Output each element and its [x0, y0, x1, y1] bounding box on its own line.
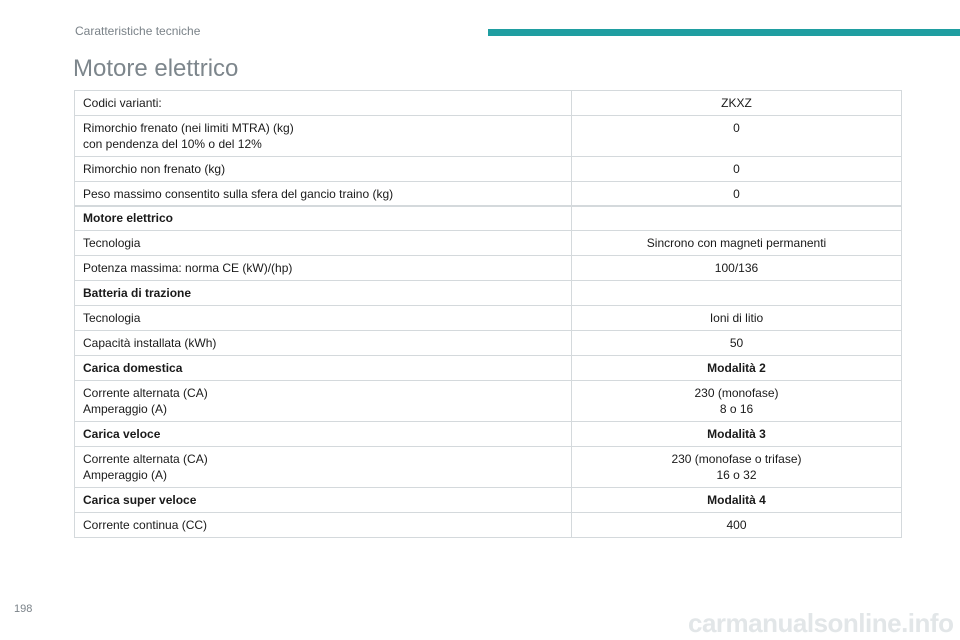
- table-cell-label: [75, 306, 572, 331]
- cell-line: 50: [729, 336, 744, 350]
- table-cell-label: [75, 256, 572, 281]
- header-accent-bar: [488, 29, 960, 36]
- table-row: [75, 182, 902, 207]
- table-row: [75, 91, 902, 116]
- table-section-row: [75, 488, 902, 513]
- table-cell-value: [572, 488, 902, 513]
- table-cell-value: [572, 356, 902, 381]
- cell-line: con pendenza del 10% o del 12%: [83, 137, 262, 151]
- watermark: carmanualsonline.info: [688, 608, 954, 638]
- cell-line: Codici varianti:: [83, 96, 162, 110]
- cell-line: 100/136: [714, 261, 759, 275]
- cell-line: Potenza massima: norma CE (kW)/(hp): [83, 261, 293, 275]
- trailer-specs-table: [74, 90, 902, 207]
- cell-line: Rimorchio frenato (nei limiti MTRA) (kg): [83, 121, 294, 135]
- table-cell-value: [572, 91, 902, 116]
- table-section-row: [75, 422, 902, 447]
- table-cell-label: [75, 116, 572, 157]
- page-title: Motore elettrico: [73, 55, 239, 82]
- cell-line: 16 o 32: [716, 468, 757, 482]
- table-cell-value: [572, 422, 902, 447]
- cell-line: Carica veloce: [83, 427, 161, 441]
- cell-line: Rimorchio non frenato (kg): [83, 162, 226, 176]
- table-cell-value: [572, 157, 902, 182]
- table-cell-value: [572, 513, 902, 538]
- cell-line: Corrente alternata (CA): [83, 452, 208, 466]
- table-section-row: [75, 356, 902, 381]
- table-row: [75, 306, 902, 331]
- table-row: [75, 231, 902, 256]
- section-header: Caratteristiche tecniche: [75, 24, 201, 38]
- cell-line: 0: [733, 162, 740, 176]
- table-cell-value: [572, 231, 902, 256]
- cell-line: Modalità 4: [707, 493, 766, 507]
- table-cell-label: [75, 182, 572, 207]
- cell-line: Carica super veloce: [83, 493, 197, 507]
- cell-line: 230 (monofase o trifase): [671, 452, 802, 466]
- cell-line: Capacità installata (kWh): [83, 336, 217, 350]
- cell-line: Motore elettrico: [83, 211, 174, 225]
- table-cell-label: [75, 157, 572, 182]
- table-row: [75, 513, 902, 538]
- cell-line: Tecnologia: [83, 236, 141, 250]
- cell-line: Corrente alternata (CA): [83, 386, 208, 400]
- cell-line: Tecnologia: [83, 311, 141, 325]
- table-cell-value: [572, 281, 902, 306]
- table-cell-label: [75, 422, 572, 447]
- table-section-row: [75, 281, 902, 306]
- cell-line: Sincrono con magneti permanenti: [646, 236, 827, 250]
- cell-line: 8 o 16: [719, 402, 754, 416]
- cell-line: ZKXZ: [721, 96, 752, 110]
- cell-line: Amperaggio (A): [83, 402, 168, 416]
- table-cell-label: [75, 356, 572, 381]
- table-row: [75, 116, 902, 157]
- table-cell-label: [75, 447, 572, 488]
- cell-line: Peso massimo consentito sulla sfera del gancio traino (kg): [83, 187, 394, 201]
- cell-line: Batteria di trazione: [83, 286, 192, 300]
- cell-line: 0: [733, 121, 740, 135]
- table-cell-label: [75, 488, 572, 513]
- table-cell-value: [572, 256, 902, 281]
- cell-line: Corrente continua (CC): [83, 518, 208, 532]
- table-cell-value: [572, 331, 902, 356]
- motor-specs-table: [74, 205, 902, 538]
- table-cell-label: [75, 513, 572, 538]
- cell-line: Carica domestica: [83, 361, 183, 375]
- cell-line: 400: [726, 518, 747, 532]
- table-cell-label: [75, 331, 572, 356]
- table-cell-value: [572, 116, 902, 157]
- page-number: 198: [14, 603, 33, 615]
- cell-line: Ioni di litio: [709, 311, 764, 325]
- table-row: [75, 381, 902, 422]
- table-cell-value: [572, 182, 902, 207]
- table-cell-label: [75, 91, 572, 116]
- table-cell-value: [572, 206, 902, 231]
- table-cell-label: [75, 206, 572, 231]
- table-section-row: [75, 206, 902, 231]
- cell-line: Amperaggio (A): [83, 468, 168, 482]
- table-cell-value: [572, 306, 902, 331]
- cell-line: Modalità 2: [707, 361, 766, 375]
- cell-line: 0: [733, 187, 740, 201]
- table-row: [75, 331, 902, 356]
- table-row: [75, 256, 902, 281]
- table-cell-label: [75, 281, 572, 306]
- cell-line: 230 (monofase): [694, 386, 779, 400]
- table-cell-label: [75, 231, 572, 256]
- table-cell-label: [75, 381, 572, 422]
- cell-line: Modalità 3: [707, 427, 766, 441]
- table-cell-value: [572, 381, 902, 422]
- table-cell-value: [572, 447, 902, 488]
- table-row: [75, 447, 902, 488]
- table-row: [75, 157, 902, 182]
